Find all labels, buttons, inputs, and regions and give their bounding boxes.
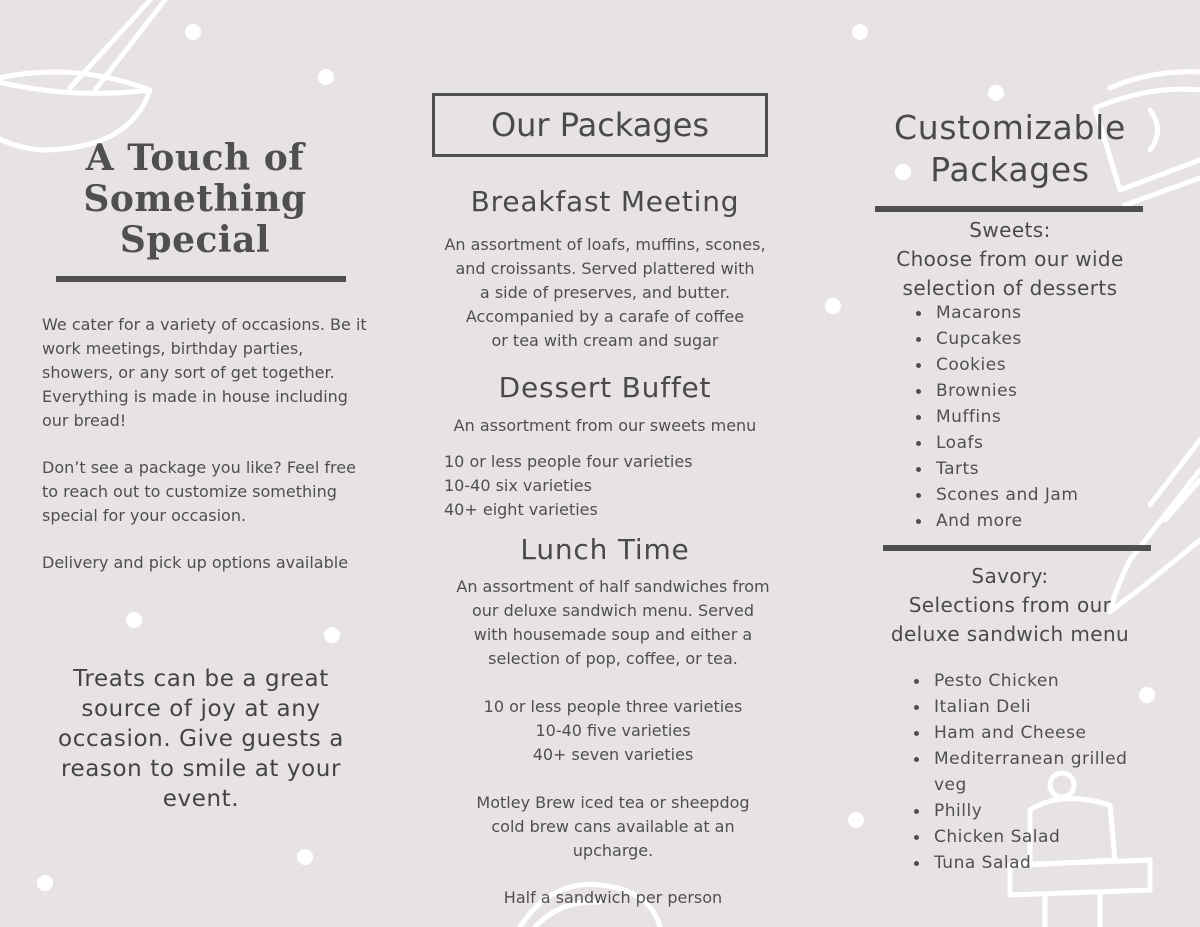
savory-heading: Savory: xyxy=(971,564,1049,588)
dessert-line: An assortment from our sweets menu xyxy=(453,416,757,435)
sweets-heading-block xyxy=(880,216,1140,303)
right-divider-bottom xyxy=(883,545,1151,551)
sweets-sub-line: selection of desserts xyxy=(902,276,1118,300)
sandwich-note-line: Half a sandwich per person xyxy=(503,888,723,907)
intro-paragraph: Delivery and pick up options available xyxy=(42,553,349,572)
list-item: And more xyxy=(914,508,1078,534)
breakfast-line: a side of preserves, and butter. xyxy=(479,283,731,302)
breakfast-title: Breakfast Meeting xyxy=(470,185,740,218)
dessert-option: 40+ eight varieties xyxy=(444,500,598,519)
quote-text: Treats can be a great source of joy at any occasion. Give guests a reason to smile at your event. xyxy=(58,666,344,812)
packages-heading: Our Packages xyxy=(432,93,768,157)
left-title-line: Special xyxy=(119,219,271,261)
list-item: Chicken Salad xyxy=(912,824,1144,850)
right-title-line: Customizable xyxy=(894,108,1126,147)
savory-sub-line: deluxe sandwich menu xyxy=(890,622,1130,646)
left-title-line: A Touch of xyxy=(85,137,305,179)
list-item: Pesto Chicken xyxy=(912,668,1144,694)
list-item: Ham and Cheese xyxy=(912,720,1144,746)
left-title-line: Something xyxy=(83,178,307,220)
lunch-description xyxy=(428,575,798,671)
lunch-option: 10-40 five varieties xyxy=(535,721,691,740)
drinks-note xyxy=(428,791,798,863)
left-divider xyxy=(56,276,346,282)
left-title xyxy=(40,138,350,261)
sweets-sub-line: Choose from our wide xyxy=(896,247,1124,271)
drinks-line: Motley Brew iced tea or sheepdog xyxy=(476,793,750,812)
lunch-option: 40+ seven varieties xyxy=(532,745,694,764)
right-title-line: Packages xyxy=(930,150,1090,189)
sweets-list xyxy=(914,300,1078,534)
sandwich-note xyxy=(428,886,798,910)
list-item: Brownies xyxy=(914,378,1078,404)
lunch-line: selection of pop, coffee, or tea. xyxy=(488,649,738,668)
list-item: Mediterranean grilled veg xyxy=(912,746,1144,798)
drinks-line: upcharge. xyxy=(572,841,654,860)
sweets-heading: Sweets: xyxy=(969,218,1051,242)
intro-paragraph: Don’t see a package you like? Feel free to reach out to customize something special for your occasion. xyxy=(42,458,356,525)
dessert-title: Dessert Buffet xyxy=(498,371,712,404)
drinks-line: cold brew cans available at an xyxy=(491,817,735,836)
list-item: Loafs xyxy=(914,430,1078,456)
lunch-line: with housemade soup and either a xyxy=(473,625,753,644)
dessert-options xyxy=(444,450,774,522)
list-item: Scones and Jam xyxy=(914,482,1078,508)
breakfast-line: An assortment of loafs, muffins, scones, xyxy=(444,235,766,254)
breakfast-line: and croissants. Served plattered with xyxy=(455,259,755,278)
savory-list xyxy=(912,668,1144,876)
list-item: Tarts xyxy=(914,456,1078,482)
mixing-bowl-icon xyxy=(0,0,165,150)
breakfast-line: or tea with cream and sugar xyxy=(491,331,719,350)
dessert-description xyxy=(420,414,790,438)
savory-heading-block xyxy=(880,562,1140,649)
list-item: Italian Deli xyxy=(912,694,1144,720)
lunch-line: our deluxe sandwich menu. Served xyxy=(471,601,754,620)
breakfast-line: Accompanied by a carafe of coffee xyxy=(465,307,745,326)
lunch-title: Lunch Time xyxy=(520,533,690,566)
dessert-option: 10 or less people four varieties xyxy=(444,452,693,471)
right-divider-top xyxy=(875,206,1143,212)
list-item: Cupcakes xyxy=(914,326,1078,352)
list-item: Macarons xyxy=(914,300,1078,326)
lunch-option: 10 or less people three varieties xyxy=(483,697,743,716)
list-item: Tuna Salad xyxy=(912,850,1144,876)
intro-paragraph: We cater for a variety of occasions. Be it work meetings, birthday parties, showers, or any sort of get together. Everything is made in house including our bread! xyxy=(42,315,367,430)
lunch-line: An assortment of half sandwiches from xyxy=(456,577,770,596)
list-item: Muffins xyxy=(914,404,1078,430)
dessert-option: 10-40 six varieties xyxy=(444,476,592,495)
list-item: Cookies xyxy=(914,352,1078,378)
intro-text xyxy=(42,313,372,598)
right-title xyxy=(880,107,1140,191)
breakfast-description xyxy=(420,233,790,353)
list-item: Philly xyxy=(912,798,1144,824)
lunch-options xyxy=(428,695,798,767)
savory-sub-line: Selections from our xyxy=(908,593,1112,617)
